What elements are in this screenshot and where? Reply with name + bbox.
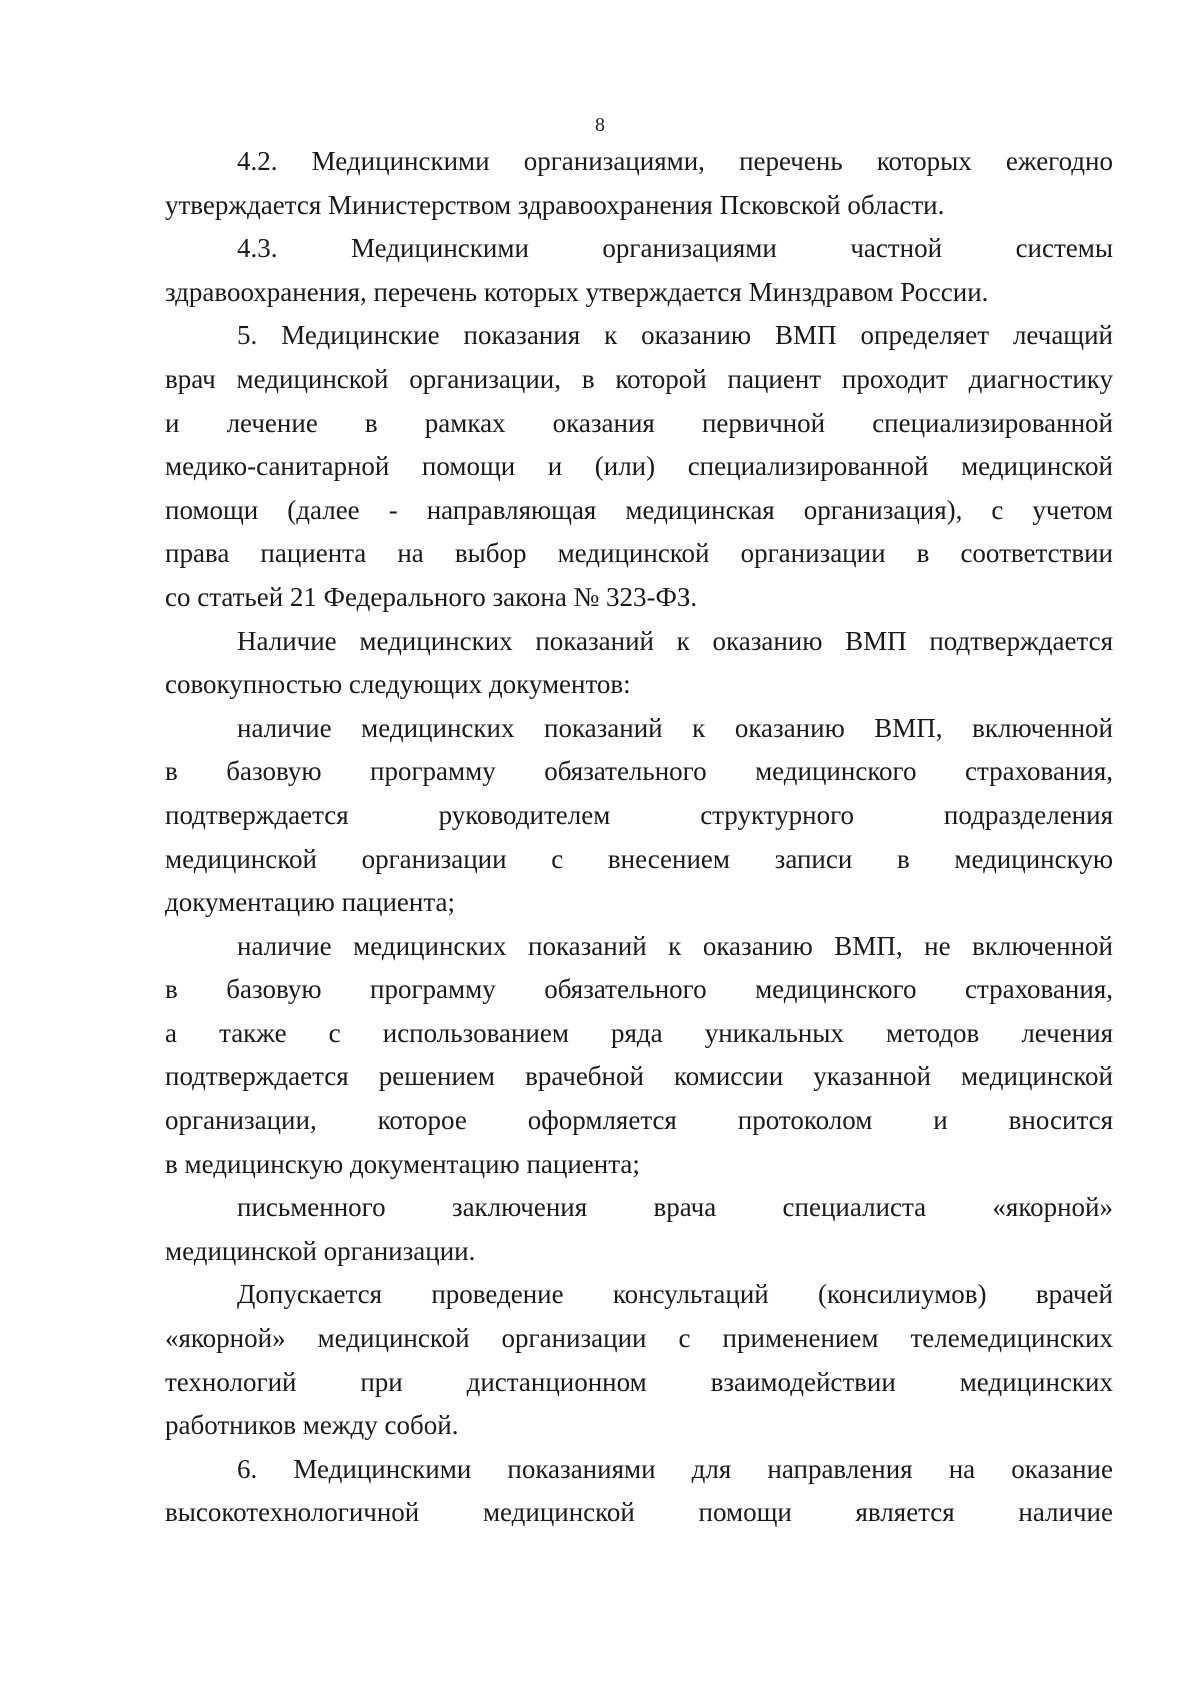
document-body (165, 140, 1113, 1535)
text-line: а также с использованием ряда уникальных методов лечения (165, 1017, 1113, 1048)
text-line: в базовую программу обязательного медицинского страхования, (165, 756, 1113, 787)
text-line: наличие медицинских показаний к оказанию ВМП, включенной (237, 712, 1113, 743)
text-line: 6. Медицинскими показаниями для направления на оказание (237, 1453, 1113, 1484)
text-line: подтверждается решением врачебной комиссии указанной медицинской (165, 1061, 1113, 1092)
text-line: Наличие медицинских показаний к оказанию ВМП подтверждается (237, 625, 1113, 656)
text-line: медицинской организации. (165, 1235, 476, 1266)
text-line: организации, которое оформляется протоколом и вносится (165, 1105, 1113, 1136)
text-line: врач медицинской организации, в которой пациент проходит диагностику (165, 363, 1113, 394)
text-line: со статьей 21 Федерального закона № 323-ФЗ. (165, 581, 698, 612)
text-line: наличие медицинских показаний к оказанию ВМП, не включенной (237, 930, 1113, 961)
text-line: 4.2. Медицинскими организациями, перечень которых ежегодно (237, 146, 1113, 176)
page-number: 8 (595, 114, 605, 136)
text-line: Допускается проведение консультаций (консилиумов) врачей (237, 1279, 1113, 1310)
text-line: совокупностью следующих документов: (165, 669, 631, 700)
text-line: в медицинскую документацию пациента; (165, 1148, 640, 1179)
text-line: медико-санитарной помощи и (или) специализированной медицинской (165, 451, 1113, 482)
text-line: «якорной» медицинской организации с применением телемедицинских (165, 1323, 1113, 1354)
text-line: работников между собой. (165, 1410, 459, 1441)
text-line: и лечение в рамках оказания первичной специализированной (165, 407, 1113, 438)
text-line: здравоохранения, перечень которых утверждается Минздравом России. (165, 276, 989, 307)
text-line: 4.3. Медицинскими организациями частной системы (237, 233, 1113, 264)
text-line: 5. Медицинские показания к оказанию ВМП определяет лечащий (237, 320, 1113, 351)
text-line: права пациента на выбор медицинской организации в соответствии (165, 538, 1113, 569)
text-line: высокотехнологичной медицинской помощи является наличие (165, 1497, 1113, 1528)
text-line: письменного заключения врача специалиста «якорной» (237, 1192, 1113, 1223)
text-line: в базовую программу обязательного медицинского страхования, (165, 974, 1113, 1005)
text-line: документацию пациента; (165, 887, 455, 918)
text-line: утверждается Министерством здравоохранения Псковской области. (165, 189, 945, 220)
text-line: помощи (далее - направляющая медицинская организация), с учетом (165, 494, 1113, 525)
text-line: медицинской организации с внесением записи в медицинскую (165, 843, 1113, 874)
text-line: подтверждается руководителем структурного подразделения (165, 799, 1113, 830)
text-line: технологий при дистанционном взаимодействии медицинских (165, 1366, 1113, 1397)
